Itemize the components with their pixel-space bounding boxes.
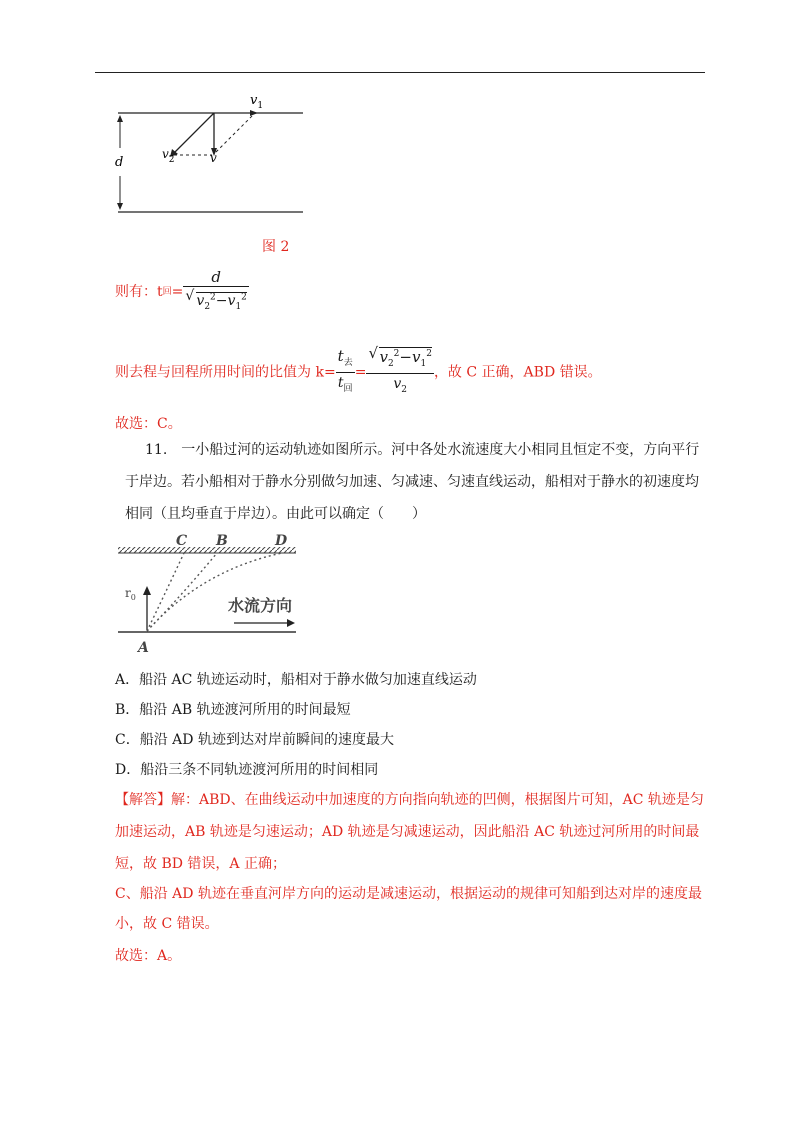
far-bank xyxy=(118,547,296,553)
solution-line5: 小，故 C 错误。 xyxy=(115,916,219,932)
solution-line4: C、船沿 AD 轨迹在垂直河岸方向的运动是减速运动，根据运动的规律可知船到达对岸的速度最 xyxy=(115,886,702,902)
answer-q11: 故选：A。 xyxy=(115,948,182,964)
fig11-flow-label: 水流方向 xyxy=(228,596,293,615)
formula-return-time: 则有：t回= d √ $v_2^2-v_1^2$ xyxy=(115,268,249,316)
fig2-label-v2: $v_2$ xyxy=(162,147,175,165)
solution-tag: 【解答】 xyxy=(115,792,171,808)
fig11-label-D: D xyxy=(275,533,288,549)
header-rule xyxy=(95,72,705,73)
figure-11-diagram xyxy=(112,530,302,658)
fig11-label-A: A xyxy=(138,640,149,656)
option-C: C．船沿 AD 轨迹到达对岸前瞬间的速度最大 xyxy=(115,732,394,748)
q11-text-line3: 相同（且均垂直于岸边）。由此可以确定（ ） xyxy=(125,506,426,522)
option-D: D．船沿三条不同轨迹渡河所用的时间相同 xyxy=(115,762,379,778)
fig11-label-B: B xyxy=(216,533,228,549)
formula-time-ratio: 则去程与回程所用时间的比值为 k= $\frac{t_去}{t_回}$ = √ $\frac{v_2^2-v_1^2}{v_2}$ ，故 C 正确，ABD 错误。 xyxy=(115,345,602,400)
fig11-label-v0: $r_0$ xyxy=(125,586,136,602)
option-A: A．船沿 AC 轨迹运动时，船相对于静水做匀加速直线运动 xyxy=(115,672,477,688)
answer-q10: 故选：C。 xyxy=(115,416,182,432)
q11-text-line2: 于岸边。若小船相对于静水分别做匀加速、匀减速、匀速直线运动，船相对于静水的初速度均 xyxy=(125,474,699,490)
fig2-label-d: d xyxy=(115,155,124,170)
fig2-label-v: v xyxy=(210,151,217,165)
option-B: B．船沿 AB 轨迹渡河所用的时间最短 xyxy=(115,702,351,718)
solution-line3: 短，故 BD 错误，A 正确； xyxy=(115,856,286,872)
path-AD xyxy=(147,553,282,631)
solution-line1: 【解答】解：ABD、在曲线运动中加速度的方向指向轨迹的凹侧，根据图片可知，AC 轨迹是匀 xyxy=(115,792,704,808)
solution-line2: 加速运动，AB 轨迹是匀速运动；AD 轨迹是匀减速运动，因此船沿 AC 轨迹过河所用的时间最 xyxy=(115,824,700,840)
path-AC xyxy=(147,553,184,631)
figure-2-caption: 图 2 xyxy=(262,239,290,255)
fig2-label-v1: $v_1$ xyxy=(250,93,264,111)
figure-2-diagram xyxy=(110,88,310,218)
q11-text-line1: 11. 一小船过河的运动轨迹如图所示。河中各处水流速度大小相同且恒定不变，方向平行 xyxy=(145,442,700,458)
fig11-label-C: C xyxy=(176,533,188,549)
